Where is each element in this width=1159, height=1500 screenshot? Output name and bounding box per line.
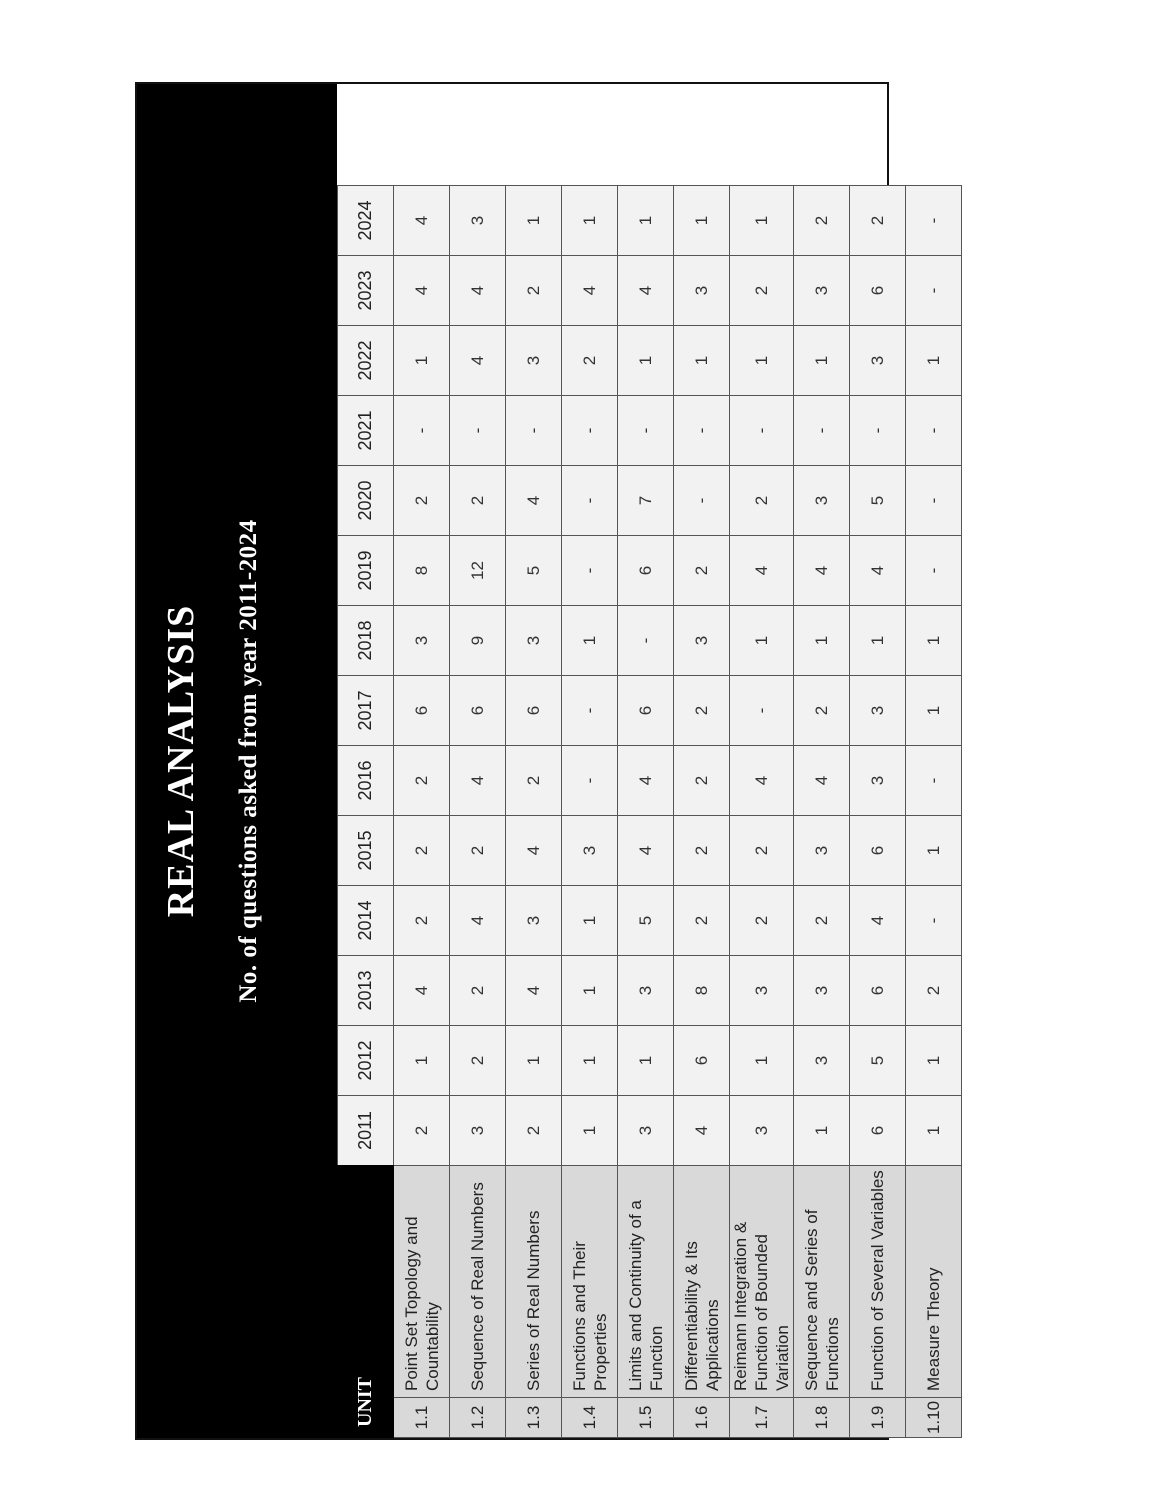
question-count-cell: 2 (450, 816, 506, 886)
question-count-cell: 1 (562, 1096, 618, 1166)
question-count-cell: 3 (850, 746, 906, 816)
question-count-cell: 4 (618, 816, 674, 886)
unit-number: 1.5 (618, 1398, 674, 1438)
question-count-cell: - (794, 396, 850, 466)
question-count-cell: - (506, 396, 562, 466)
table-row (730, 186, 794, 1438)
question-count-cell: 3 (794, 956, 850, 1026)
question-count-cell: 4 (506, 816, 562, 886)
question-count-cell: - (394, 396, 450, 466)
question-count-cell: - (906, 396, 962, 466)
year-header-2024: 2024 (338, 186, 394, 256)
question-count-cell: 2 (794, 886, 850, 956)
question-count-cell: 3 (450, 186, 506, 256)
question-count-cell: 3 (794, 466, 850, 536)
unit-number: 1.8 (794, 1398, 850, 1438)
question-count-cell: - (906, 886, 962, 956)
unit-name: Measure Theory (906, 1166, 962, 1398)
questions-table (337, 185, 962, 1438)
question-count-cell: 9 (450, 606, 506, 676)
question-count-cell: 8 (394, 536, 450, 606)
page-title: REAL ANALYSIS (160, 604, 202, 918)
question-count-cell: 3 (394, 606, 450, 676)
question-count-cell: 2 (906, 956, 962, 1026)
unit-header: UNIT (338, 1166, 394, 1438)
question-count-cell: 4 (394, 186, 450, 256)
question-count-cell: 2 (394, 746, 450, 816)
question-count-cell: 3 (794, 256, 850, 326)
table-row (618, 186, 674, 1438)
year-header-2021: 2021 (338, 396, 394, 466)
question-count-cell: 1 (730, 186, 794, 256)
question-count-cell: 3 (506, 326, 562, 396)
question-count-cell: 1 (730, 1026, 794, 1096)
unit-number: 1.3 (506, 1398, 562, 1438)
question-count-cell: 4 (450, 326, 506, 396)
question-count-cell: 2 (506, 256, 562, 326)
question-count-cell: 2 (674, 816, 730, 886)
question-count-cell: 3 (730, 1096, 794, 1166)
question-count-cell: 1 (506, 186, 562, 256)
question-count-cell: 4 (506, 956, 562, 1026)
table-row (506, 186, 562, 1438)
question-count-cell: 1 (394, 326, 450, 396)
question-count-cell: 2 (794, 186, 850, 256)
question-count-cell: - (618, 396, 674, 466)
question-count-cell: - (906, 536, 962, 606)
question-count-cell: - (674, 466, 730, 536)
table-row (794, 186, 850, 1438)
rotated-table-sheet (135, 82, 943, 1440)
year-header-2013: 2013 (338, 956, 394, 1026)
year-header-2012: 2012 (338, 1026, 394, 1096)
question-count-cell: 6 (674, 1026, 730, 1096)
question-count-cell: 12 (450, 536, 506, 606)
question-count-cell: 4 (562, 256, 618, 326)
question-count-cell: 2 (730, 256, 794, 326)
question-count-cell: 1 (906, 326, 962, 396)
question-count-cell: 1 (618, 186, 674, 256)
question-count-cell: 2 (506, 746, 562, 816)
question-count-cell: 1 (394, 1026, 450, 1096)
table-row (562, 186, 618, 1438)
question-count-cell: 3 (850, 676, 906, 746)
question-count-cell: 1 (562, 186, 618, 256)
question-count-cell: 3 (730, 956, 794, 1026)
question-count-cell: 3 (618, 956, 674, 1026)
question-count-cell: 2 (850, 186, 906, 256)
table-body (394, 186, 962, 1438)
question-count-cell: 2 (450, 1026, 506, 1096)
question-count-cell: 2 (674, 746, 730, 816)
question-count-cell: 3 (674, 606, 730, 676)
question-count-cell: 1 (794, 606, 850, 676)
unit-name: Differentiability & Its Applications (674, 1166, 730, 1398)
question-count-cell: 1 (562, 1026, 618, 1096)
question-count-cell: - (730, 396, 794, 466)
question-count-cell: 4 (618, 256, 674, 326)
question-count-cell: - (906, 256, 962, 326)
question-count-cell: 7 (618, 466, 674, 536)
question-count-cell: 2 (730, 886, 794, 956)
question-count-cell: 3 (506, 606, 562, 676)
question-count-cell: 1 (730, 606, 794, 676)
question-count-cell: 3 (674, 256, 730, 326)
question-count-cell: 6 (450, 676, 506, 746)
year-header-2014: 2014 (338, 886, 394, 956)
year-header-2020: 2020 (338, 466, 394, 536)
question-count-cell: - (618, 606, 674, 676)
unit-name: Sequence and Series of Functions (794, 1166, 850, 1398)
table-row (394, 186, 450, 1438)
question-count-cell: 6 (394, 676, 450, 746)
question-count-cell: 4 (794, 746, 850, 816)
question-count-cell: 1 (674, 186, 730, 256)
table-row (906, 186, 962, 1438)
question-count-cell: 6 (850, 956, 906, 1026)
question-count-cell: 4 (850, 536, 906, 606)
question-count-cell: 3 (850, 326, 906, 396)
question-count-cell: 1 (618, 326, 674, 396)
year-header-2011: 2011 (338, 1096, 394, 1166)
question-count-cell: - (562, 536, 618, 606)
question-count-cell: 1 (562, 956, 618, 1026)
question-count-cell: 2 (674, 536, 730, 606)
unit-number: 1.4 (562, 1398, 618, 1438)
question-count-cell: 4 (450, 256, 506, 326)
unit-number: 1.1 (394, 1398, 450, 1438)
year-header-2016: 2016 (338, 746, 394, 816)
question-count-cell: 3 (562, 816, 618, 886)
question-count-cell: - (562, 466, 618, 536)
question-count-cell: 6 (850, 256, 906, 326)
question-count-cell: 1 (674, 326, 730, 396)
question-count-cell: 4 (850, 886, 906, 956)
question-count-cell: 1 (906, 1026, 962, 1096)
question-count-cell: 2 (674, 886, 730, 956)
question-count-cell: 5 (506, 536, 562, 606)
question-count-cell: 1 (794, 326, 850, 396)
table-row (674, 186, 730, 1438)
unit-name: Functions and Their Properties (562, 1166, 618, 1398)
unit-name: Limits and Continuity of a Function (618, 1166, 674, 1398)
question-count-cell: - (906, 746, 962, 816)
table-row (850, 186, 906, 1438)
question-count-cell: 1 (506, 1026, 562, 1096)
question-count-cell: 3 (506, 886, 562, 956)
question-count-cell: 5 (850, 466, 906, 536)
year-header-2017: 2017 (338, 676, 394, 746)
question-count-cell: 4 (730, 536, 794, 606)
question-count-cell: 1 (794, 1096, 850, 1166)
question-count-cell: 2 (450, 956, 506, 1026)
question-count-cell: 5 (618, 886, 674, 956)
question-count-cell: 1 (618, 1026, 674, 1096)
unit-name: Reimann Integration & Function of Bounded Variation (730, 1166, 794, 1398)
unit-number: 1.9 (850, 1398, 906, 1438)
unit-number: 1.2 (450, 1398, 506, 1438)
question-count-cell: 3 (450, 1096, 506, 1166)
unit-name: Sequence of Real Numbers (450, 1166, 506, 1398)
question-count-cell: - (562, 676, 618, 746)
question-count-cell: 6 (618, 536, 674, 606)
question-count-cell: - (674, 396, 730, 466)
question-count-cell: 4 (506, 466, 562, 536)
question-count-cell: 6 (850, 1096, 906, 1166)
question-count-cell: 1 (562, 886, 618, 956)
question-count-cell: 4 (394, 956, 450, 1026)
question-count-cell: 4 (674, 1096, 730, 1166)
table-row (450, 186, 506, 1438)
question-count-cell: - (906, 186, 962, 256)
question-count-cell: 4 (794, 536, 850, 606)
question-count-cell: 6 (850, 816, 906, 886)
question-count-cell: 2 (730, 816, 794, 886)
question-count-cell: 2 (562, 326, 618, 396)
question-count-cell: 1 (562, 606, 618, 676)
question-count-cell: 4 (394, 256, 450, 326)
question-count-cell: 2 (674, 676, 730, 746)
question-count-cell: 2 (450, 466, 506, 536)
question-count-cell: 6 (506, 676, 562, 746)
question-count-cell: - (562, 396, 618, 466)
question-count-cell: 2 (506, 1096, 562, 1166)
question-count-cell: 4 (618, 746, 674, 816)
unit-name: Series of Real Numbers (506, 1166, 562, 1398)
unit-name: Point Set Topology and Countability (394, 1166, 450, 1398)
question-count-cell: 2 (794, 676, 850, 746)
question-count-cell: 6 (618, 676, 674, 746)
question-count-cell: - (906, 466, 962, 536)
question-count-cell: 2 (730, 466, 794, 536)
question-count-cell: 2 (394, 816, 450, 886)
question-count-cell: - (850, 396, 906, 466)
question-count-cell: 3 (794, 816, 850, 886)
question-count-cell: 3 (618, 1096, 674, 1166)
page-subtitle: No. of questions asked from year 2011-2024 (235, 519, 262, 1003)
question-count-cell: 8 (674, 956, 730, 1026)
unit-number: 1.6 (674, 1398, 730, 1438)
question-count-cell: 4 (730, 746, 794, 816)
question-count-cell: 2 (394, 1096, 450, 1166)
question-count-cell: 4 (450, 746, 506, 816)
year-header-2015: 2015 (338, 816, 394, 886)
question-count-cell: 2 (394, 886, 450, 956)
year-header-2022: 2022 (338, 326, 394, 396)
question-count-cell: - (450, 396, 506, 466)
question-count-cell: 1 (906, 816, 962, 886)
unit-number: 1.10 (906, 1398, 962, 1438)
question-count-cell: 5 (850, 1026, 906, 1096)
unit-number: 1.7 (730, 1398, 794, 1438)
question-count-cell: 1 (730, 326, 794, 396)
question-count-cell: - (730, 676, 794, 746)
year-header-2018: 2018 (338, 606, 394, 676)
question-count-cell: 1 (906, 1096, 962, 1166)
question-count-cell: 2 (394, 466, 450, 536)
question-count-cell: - (562, 746, 618, 816)
unit-name: Function of Several Variables (850, 1166, 906, 1398)
table-header-row (338, 186, 394, 1438)
question-count-cell: 4 (450, 886, 506, 956)
question-count-cell: 1 (906, 676, 962, 746)
question-count-cell: 1 (850, 606, 906, 676)
year-header-2023: 2023 (338, 256, 394, 326)
year-header-2019: 2019 (338, 536, 394, 606)
title-banner (137, 84, 337, 1438)
question-count-cell: 3 (794, 1026, 850, 1096)
question-count-cell: 1 (906, 606, 962, 676)
